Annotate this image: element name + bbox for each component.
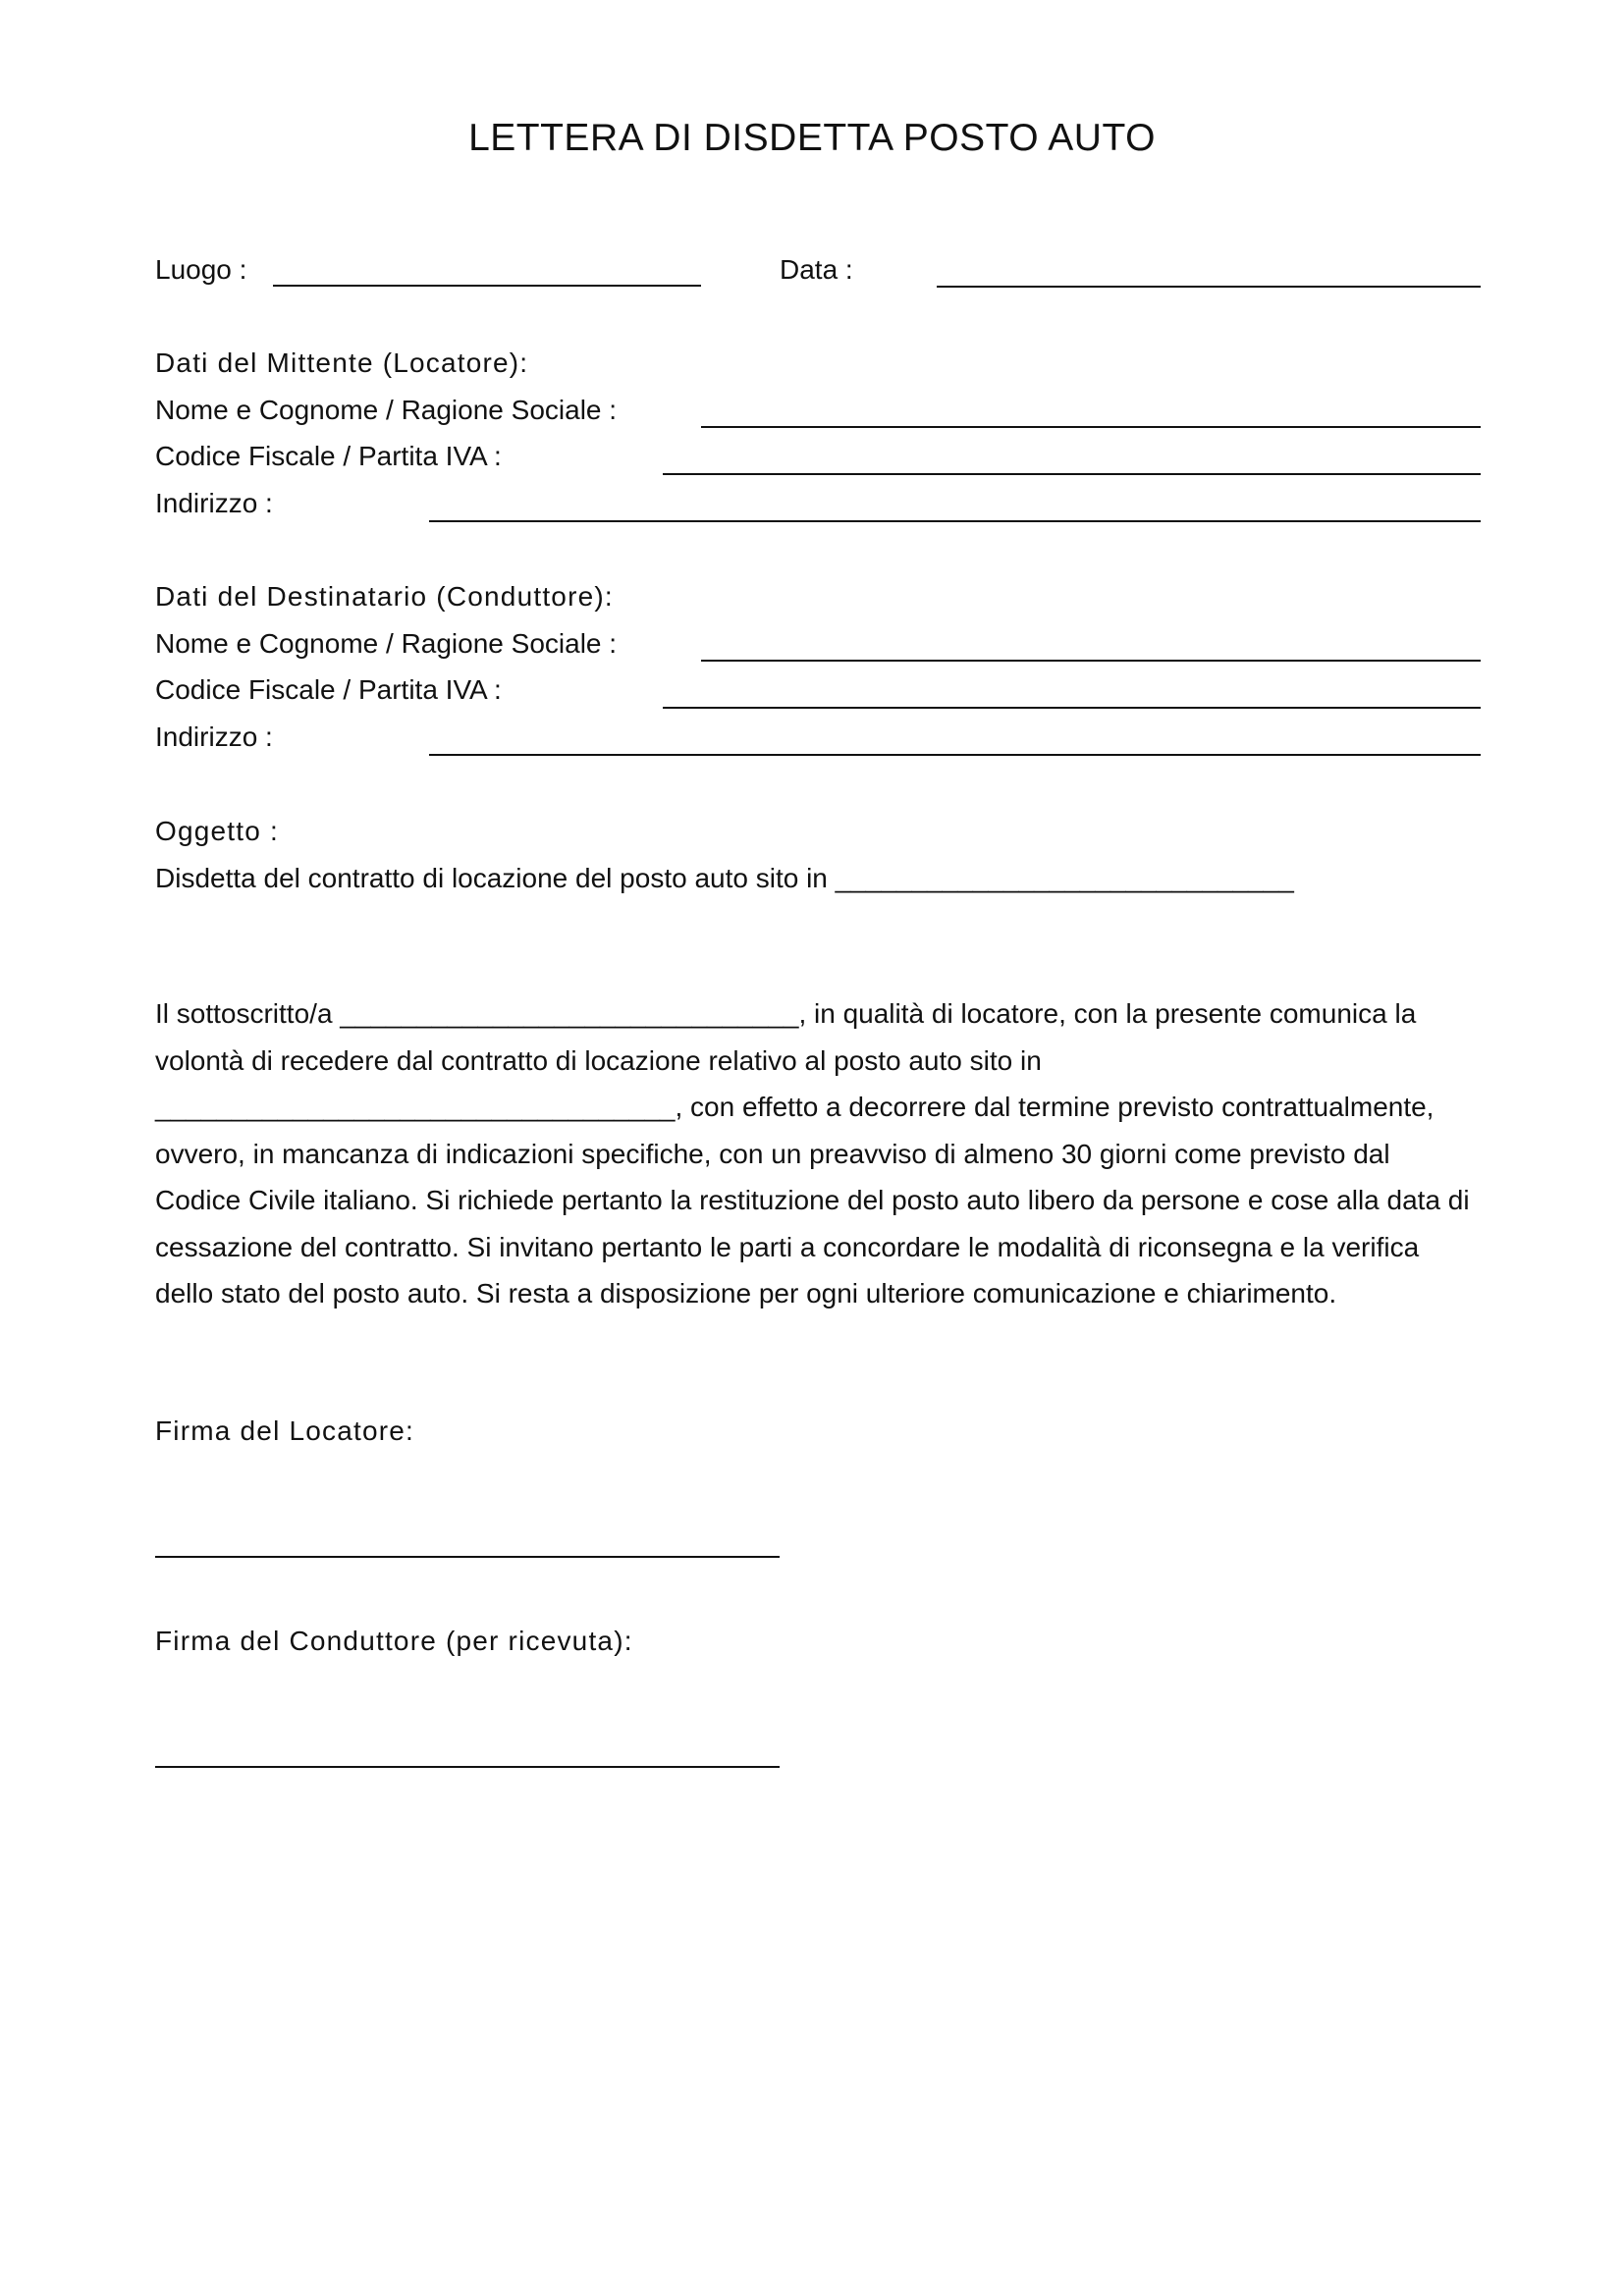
date-field[interactable] xyxy=(937,286,1481,288)
recipient-name-label: Nome e Cognome / Ragione Sociale : xyxy=(155,628,618,659)
sender-address-label: Indirizzo : xyxy=(155,488,273,518)
recipient-tax-label: Codice Fiscale / Partita IVA : xyxy=(155,674,502,705)
body-line: volontà di recedere dal contratto di locazione relativo al posto auto sito in xyxy=(155,1044,1042,1076)
body-line: cessazione del contratto. Si invitano pertanto le parti a concordare le modalità di riconsegna e la verifica xyxy=(155,1231,1420,1262)
body-line: ovvero, in mancanza di indicazioni specifiche, con un preavviso di almeno 30 giorni come previsto dal xyxy=(155,1138,1390,1169)
subject-text: Disdetta del contratto di locazione del posto auto sito in ______________________________ xyxy=(155,863,1294,893)
tenant-signature-label: Firma del Conduttore (per ricevuta): xyxy=(155,1626,633,1656)
recipient-heading: Dati del Destinatario (Conduttore): xyxy=(155,581,614,612)
body-line: dello stato del posto auto. Si resta a disposizione per ogni ulteriore comunicazione e chiarimento. xyxy=(155,1278,1337,1308)
place-field[interactable] xyxy=(273,285,701,287)
body-paragraph xyxy=(155,990,1470,1317)
date-label: Data : xyxy=(780,254,853,285)
subject-heading: Oggetto : xyxy=(155,816,279,846)
place-label: Luogo : xyxy=(155,254,247,285)
landlord-signature-line[interactable] xyxy=(155,1556,780,1558)
body-line: Codice Civile italiano. Si richiede pertanto la restituzione del posto auto libero da persone e cose alla data di xyxy=(155,1185,1470,1215)
body-line: __________________________________, con effetto a decorrere dal termine previsto contrattualmente, xyxy=(155,1092,1435,1122)
sender-address-field[interactable] xyxy=(429,520,1481,522)
landlord-signature-label: Firma del Locatore: xyxy=(155,1415,415,1446)
document-title: LETTERA DI DISDETTA POSTO AUTO xyxy=(468,117,1156,159)
sender-tax-field[interactable] xyxy=(663,473,1481,475)
sender-name-field[interactable] xyxy=(701,426,1481,428)
tenant-signature-line[interactable] xyxy=(155,1766,780,1768)
sender-name-label: Nome e Cognome / Ragione Sociale : xyxy=(155,395,618,425)
recipient-address-label: Indirizzo : xyxy=(155,721,273,752)
recipient-name-field[interactable] xyxy=(701,660,1481,662)
recipient-tax-field[interactable] xyxy=(663,707,1481,709)
body-line: Il sottoscritto/a ______________________________, in qualità di locatore, con la presente comunica la xyxy=(155,998,1417,1029)
sender-tax-label: Codice Fiscale / Partita IVA : xyxy=(155,441,502,471)
sender-heading: Dati del Mittente (Locatore): xyxy=(155,347,529,378)
recipient-address-field[interactable] xyxy=(429,754,1481,756)
